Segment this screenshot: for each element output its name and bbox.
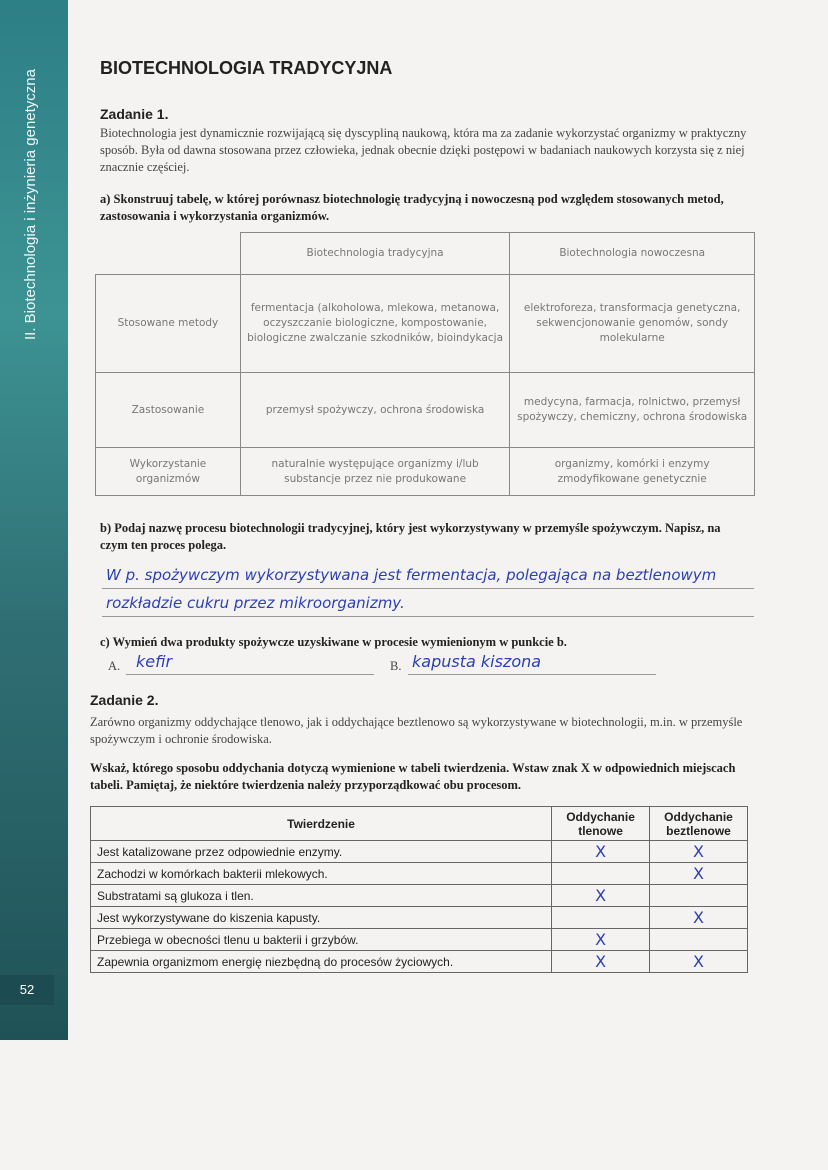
answer-b-line1: W p. spożywczym wykorzystywana jest fermentacja, polegająca na beztlenowym	[106, 566, 717, 584]
answer-b-label: B.	[390, 659, 402, 673]
header-traditional: Biotechnologia tradycyjna	[240, 233, 510, 275]
cell-modern: elektroforeza, transformacja genetyczna, sekwencjonowanie genomów, sondy molekularne	[510, 275, 755, 373]
page-title: BIOTECHNOLOGIA TRADYCYJNA	[100, 58, 393, 78]
sidebar	[0, 0, 68, 1040]
empty-cell	[96, 233, 241, 275]
mark-aerobic: X	[552, 841, 650, 863]
table-row	[96, 448, 755, 496]
header-aerobic: Oddychanie tlenowe	[552, 807, 650, 841]
mark-anaerobic: X	[650, 841, 748, 863]
cell-traditional: fermentacja (alkoholowa, mlekowa, metanowa, oczyszczanie biologiczne, kompostowanie, biologiczne zwalczanie szkodników, bioindykacja	[240, 275, 510, 373]
mark-aerobic: X	[552, 951, 650, 973]
answer-line	[102, 588, 754, 589]
header-statement: Twierdzenie	[91, 807, 552, 841]
cell-traditional: przemysł spożywczy, ochrona środowiska	[240, 373, 510, 448]
mark-aerobic	[552, 863, 650, 885]
mark-anaerobic: X	[650, 907, 748, 929]
mark-anaerobic: X	[650, 863, 748, 885]
table-row: Jest katalizowane przez odpowiednie enzymy. X X	[91, 841, 748, 863]
mark-anaerobic: X	[650, 951, 748, 973]
table-row: Zachodzi w komórkach bakterii mlekowych. X	[91, 863, 748, 885]
answer-b: kapusta kiszona	[412, 652, 542, 671]
table-row: Zapewnia organizmom energię niezbędną do procesów życiowych. X X	[91, 951, 748, 973]
answer-a-label: A.	[108, 659, 121, 673]
mark-aerobic: X	[552, 885, 650, 907]
answer-b-line2: rozkładzie cukru przez mikroorganizmy.	[106, 594, 405, 612]
task1-question-a: a) Skonstruuj tabelę, w której porównasz biotechnologię tradycyjną i nowoczesną pod względem stosowanych metod, zastosowania i wykorzystania organizmów.	[100, 192, 724, 223]
row-label: Zastosowanie	[96, 373, 241, 448]
table-row: Przebiega w obecności tlenu u bakterii i grzybów. X	[91, 929, 748, 951]
respiration-table	[90, 806, 748, 973]
task2-intro: Zarówno organizmy oddychające tlenowo, jak i oddychające beztlenowo są wykorzystywane w biotechnologii, m.in. w przemyśle spożywczym i ochronie środowiska.	[90, 715, 743, 746]
mark-anaerobic	[650, 929, 748, 951]
task2-instruction: Wskaż, którego sposobu oddychania dotyczą wymienione w tabeli twierdzenia. Wstaw znak X w odpowiednich miejscach tabeli. Pamiętaj, że niektóre twierdzenia należy przyporządkować obu procesom.	[90, 761, 736, 792]
header-anaerobic: Oddychanie beztlenowe	[650, 807, 748, 841]
answer-a: kefir	[136, 652, 173, 671]
sidebar-label: II. Biotechnologia i inżynieria genetyczna	[22, 69, 39, 340]
mark-anaerobic	[650, 885, 748, 907]
task2-heading: Zadanie 2.	[90, 692, 159, 708]
task1-heading: Zadanie 1.	[100, 106, 169, 122]
cell-modern: organizmy, komórki i enzymy zmodyfikowane genetycznie	[510, 448, 755, 496]
mark-aerobic: X	[552, 929, 650, 951]
answer-line	[102, 616, 754, 617]
cell-modern: medycyna, farmacja, rolnictwo, przemysł spożywczy, chemiczny, ochrona środowiska	[510, 373, 755, 448]
table-row: Jest wykorzystywane do kiszenia kapusty. X	[91, 907, 748, 929]
mark-aerobic	[552, 907, 650, 929]
row-label: Wykorzystanie organizmów	[96, 448, 241, 496]
comparison-table	[95, 232, 755, 496]
table-row: Substratami są glukoza i tlen. X	[91, 885, 748, 907]
task1-question-b: b) Podaj nazwę procesu biotechnologii tradycyjnej, który jest wykorzystywany w przemyśle spożywczym. Napisz, na czym ten proces polega.	[100, 521, 721, 552]
cell-traditional: naturalnie występujące organizmy i/lub substancje przez nie produkowane	[240, 448, 510, 496]
answer-line	[408, 674, 656, 675]
header-modern: Biotechnologia nowoczesna	[510, 233, 755, 275]
page-number: 52	[0, 975, 54, 1005]
task1-question-c: c) Wymień dwa produkty spożywcze uzyskiwane w procesie wymienionym w punkcie b.	[100, 635, 567, 649]
table-row	[96, 373, 755, 448]
answer-line	[126, 674, 374, 675]
table-row	[96, 275, 755, 373]
task1-intro: Biotechnologia jest dynamicznie rozwijającą się dyscypliną naukową, która ma za zadanie wykorzystać organizmy w praktyczny sposób. Była od dawna stosowana przez człowieka, jednak obecnie dzięki postępowi w badaniach naukowych korzysta się z niej znacznie częściej.	[100, 126, 747, 174]
row-label: Stosowane metody	[96, 275, 241, 373]
